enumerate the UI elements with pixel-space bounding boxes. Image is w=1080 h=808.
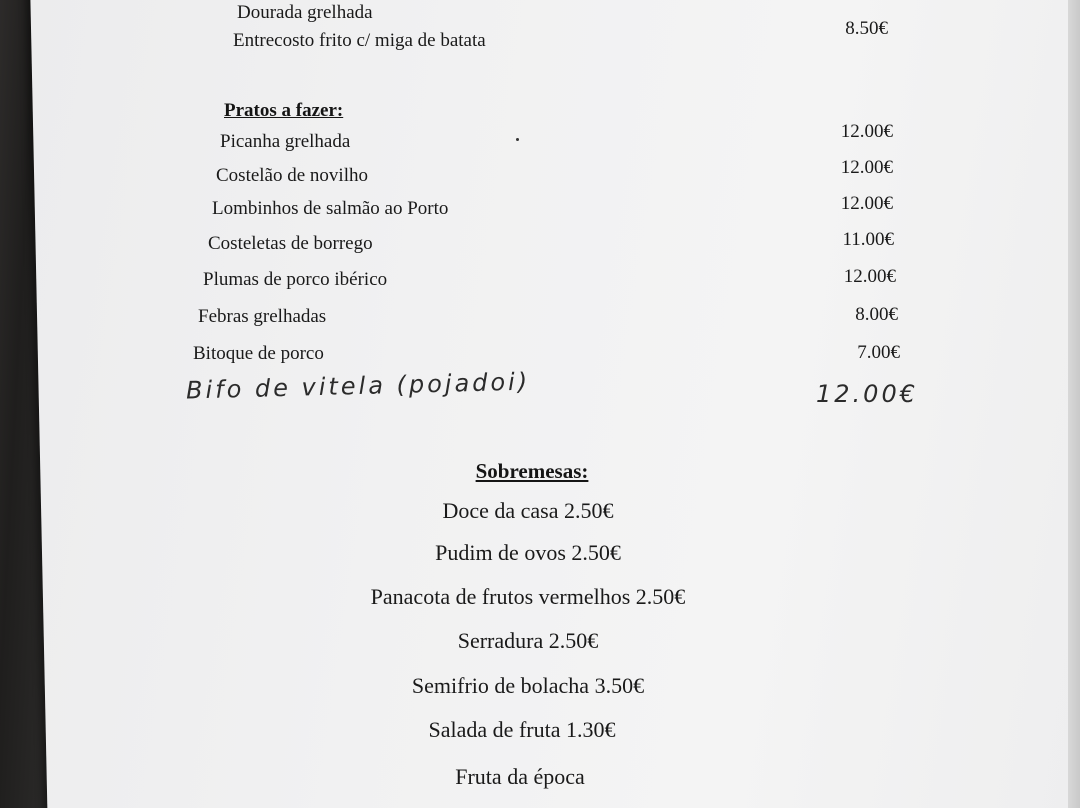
menu-item-price: 7.00€ xyxy=(857,342,900,363)
menu-item-name: Entrecosto frito c/ miga de batata xyxy=(233,30,486,51)
menu-item-name: Lombinhos de salmão ao Porto xyxy=(212,198,449,219)
menu-item-price: 12.00€ xyxy=(840,193,893,214)
menu-item-price: 12.00€ xyxy=(843,266,896,287)
menu-item-price: 12.00€ xyxy=(840,121,893,142)
menu-item-price: 12.00€ xyxy=(840,157,893,178)
handwritten-item-price: 12.00€ xyxy=(816,380,918,408)
menu-item-name: Dourada grelhada xyxy=(237,2,373,23)
dessert-item: Fruta da época xyxy=(455,764,585,789)
dessert-item: Salada de fruta 1.30€ xyxy=(428,717,616,742)
menu-item-name: Febras grelhadas xyxy=(198,306,327,327)
menu-item-price: 11.00€ xyxy=(842,229,894,250)
section-heading-pratos: Pratos a fazer: xyxy=(224,100,344,121)
menu-item-price: 8.50€ xyxy=(845,18,888,39)
dessert-item: Panacota de frutos vermelhos 2.50€ xyxy=(370,584,686,609)
menu-item-name: Bitoque de porco xyxy=(193,343,324,364)
menu-item-price: 8.00€ xyxy=(855,304,898,325)
dessert-item: Doce da casa 2.50€ xyxy=(442,498,614,523)
menu-item-name: Costelão de novilho xyxy=(216,165,368,186)
handwritten-item-name: Bifo de vitela (pojadoi) xyxy=(185,367,531,405)
dessert-item: Semifrio de bolacha 3.50€ xyxy=(411,673,645,698)
paper-speck xyxy=(516,138,519,141)
dessert-item: Pudim de ovos 2.50€ xyxy=(435,540,621,565)
section-heading-sobremesas: Sobremesas: xyxy=(475,459,589,483)
menu-item-name: Costeletas de borrego xyxy=(208,233,373,254)
dessert-item: Serradura 2.50€ xyxy=(457,628,599,653)
menu-item-name: Plumas de porco ibérico xyxy=(203,269,388,290)
menu-item-name: Picanha grelhada xyxy=(220,131,351,152)
page-edge xyxy=(1068,0,1080,808)
